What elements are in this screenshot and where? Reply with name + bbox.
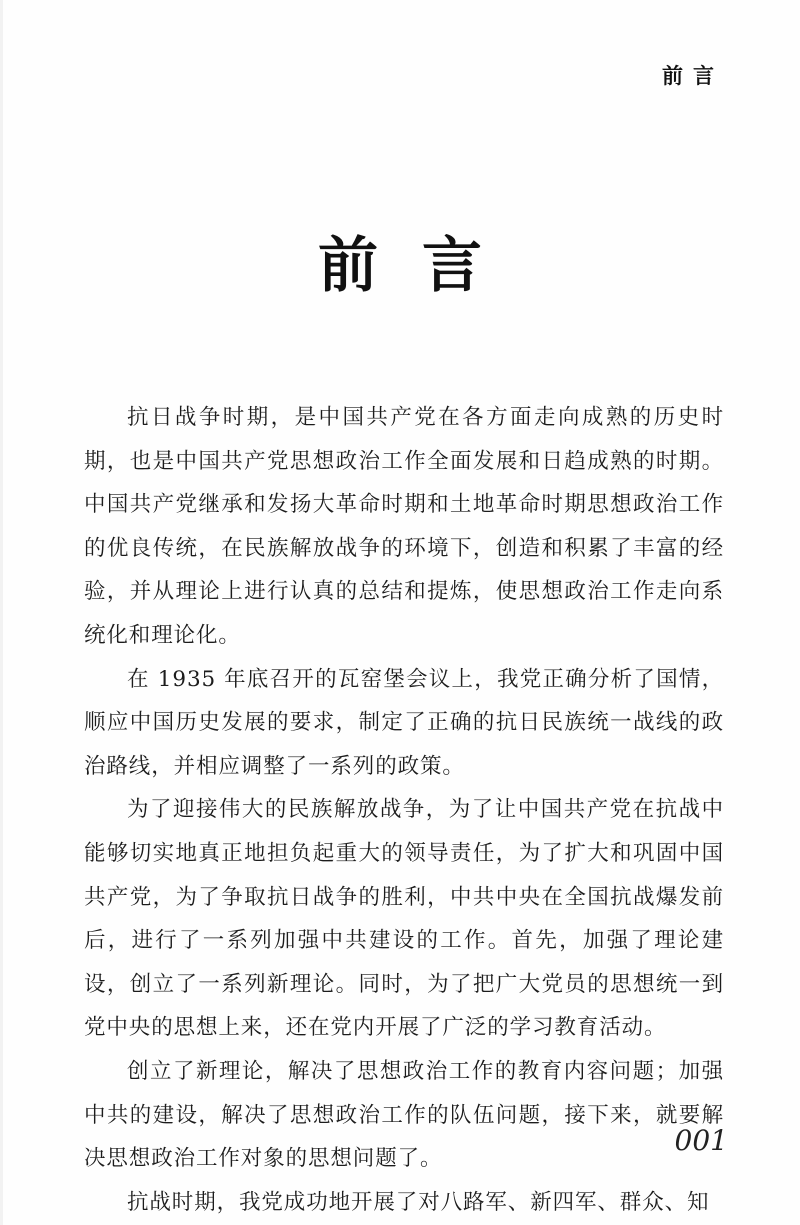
chapter-title: 前言 bbox=[318, 231, 526, 301]
paragraph-3: 为了迎接伟大的民族解放战争，为了让中国共产党在抗战中能够切实地真正地担负起重大的领导责任，为了扩大和巩固中国共产党，为了争取抗日战争的胜利，中共中央在全国抗战爆发前后，进行了一系列加强中共建设的工作。首先，加强了理论建设，创立了一系列新理论。同时，为了把广大党员的思想统一到党中央的思想上来，还在党内开展了广泛的学习教育活动。 bbox=[84, 797, 724, 1041]
running-header: 前言 bbox=[662, 64, 724, 88]
body-text bbox=[84, 396, 724, 1224]
paragraph-1: 抗日战争时期，是中国共产党在各方面走向成熟的历史时期，也是中国共产党思想政治工作全面发展和日趋成熟的时期。中国共产党继承和发扬大革命时期和土地革命时期思想政治工作的优良传统，在民族解放战争的环境下，创造和积累了丰富的经验，并从理论上进行认真的总结和提炼，使思想政治工作走向系统化和理论化。 bbox=[84, 405, 724, 648]
page-number: 001 bbox=[674, 1124, 728, 1157]
paragraph-2: 在 1935 年底召开的瓦窑堡会议上，我党正确分析了国情，顺应中国历史发展的要求，制定了正确的抗日民族统一战线的政治路线，并相应调整了一系列的政策。 bbox=[84, 666, 724, 779]
paragraph-4: 创立了新理论，解决了思想政治工作的教育内容问题；加强中共的建设，解决了思想政治工作的队伍问题，接下来，就要解决思想政治工作对象的思想问题了。 bbox=[84, 1058, 724, 1172]
paragraph-5: 抗战时期，我党成功地开展了对八路军、新四军、群众、知 bbox=[127, 1189, 710, 1215]
page-edge bbox=[0, 0, 3, 1225]
